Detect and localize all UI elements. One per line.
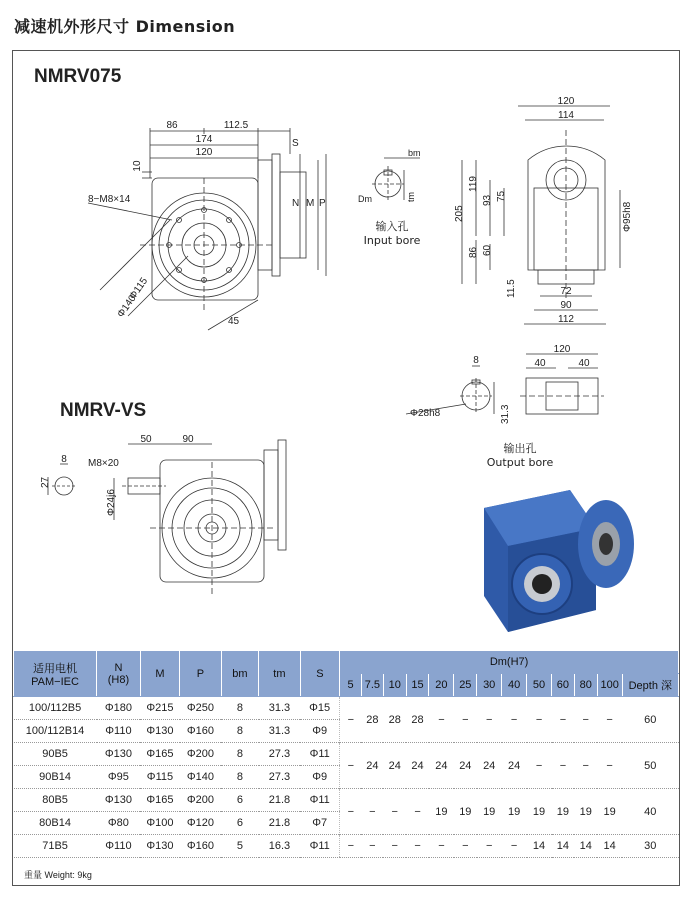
cell-dm-value: 24: [429, 743, 454, 789]
dim-label: Dm: [358, 194, 372, 204]
cell-motor: 100/112B5: [14, 697, 97, 720]
col-dm-size: 25: [454, 674, 477, 697]
cell-n: Φ95: [97, 766, 141, 789]
dim-label: 112: [558, 314, 574, 325]
cell-bm: 8: [221, 720, 258, 743]
cell-dm-value: −: [361, 835, 383, 858]
cell-n: Φ110: [97, 720, 141, 743]
weight-note: 重量 Weight: 9kg: [24, 870, 92, 880]
cell-dm-value: −: [340, 743, 362, 789]
cell-dm-value: 24: [477, 743, 502, 789]
dim-label: Φ115: [127, 275, 151, 302]
cell-depth: 60: [622, 697, 678, 743]
col-dm-size: 20: [429, 674, 454, 697]
cell-tm: 27.3: [259, 766, 301, 789]
dim-label: 120: [553, 344, 571, 355]
cell-m: Φ165: [140, 743, 179, 766]
cell-dm-value: −: [597, 743, 622, 789]
cell-motor: 100/112B14: [14, 720, 97, 743]
cell-tm: 31.3: [259, 697, 301, 720]
cell-motor: 90B5: [14, 743, 97, 766]
dim-label: 86: [468, 246, 479, 258]
cell-s: Φ15: [300, 697, 339, 720]
front-view-drawing: [88, 128, 326, 330]
dim-label: 27: [40, 476, 51, 488]
col-dm-size: Depth 深: [622, 674, 678, 697]
cell-dm-value: −: [454, 697, 477, 743]
cell-dm-value: 28: [383, 697, 406, 743]
col-motor: 适用电机 PAM−IEC: [14, 651, 97, 697]
dim-label: 31.3: [500, 404, 511, 424]
page-title: 减速机外形尺寸 Dimension: [14, 17, 236, 36]
cell-dm-value: 19: [477, 789, 502, 835]
cell-m: Φ115: [140, 766, 179, 789]
dim-label: 174: [195, 134, 213, 145]
dim-label: bm: [408, 148, 421, 158]
col-dm-size: 60: [552, 674, 575, 697]
cell-dm-value: −: [340, 835, 362, 858]
cell-p: Φ140: [180, 766, 222, 789]
dimension-table: [13, 650, 679, 858]
cell-dm-value: −: [574, 743, 597, 789]
cell-dm-value: 19: [574, 789, 597, 835]
cell-dm-value: −: [429, 835, 454, 858]
cell-n: Φ80: [97, 812, 141, 835]
cell-dm-value: −: [527, 743, 552, 789]
cell-dm-value: 19: [597, 789, 622, 835]
cell-depth: 30: [622, 835, 678, 858]
cell-motor: 80B14: [14, 812, 97, 835]
cell-bm: 8: [221, 766, 258, 789]
cell-depth: 40: [622, 789, 678, 835]
cell-dm-value: −: [383, 789, 406, 835]
cell-s: Φ9: [300, 720, 339, 743]
cell-p: Φ200: [180, 789, 222, 812]
side-view-labels: [454, 96, 633, 325]
dim-label: N: [292, 198, 300, 209]
cell-dm-value: −: [340, 789, 362, 835]
dim-label: 93: [482, 194, 493, 206]
cell-dm-value: 14: [597, 835, 622, 858]
dim-label: Φ95h8: [622, 201, 633, 232]
dim-label: Φ24j6: [106, 489, 117, 516]
cell-p: Φ160: [180, 835, 222, 858]
cell-dm-value: −: [383, 835, 406, 858]
cell-dm-value: 14: [552, 835, 575, 858]
table-row: [14, 743, 679, 766]
dim-label: 50: [140, 434, 152, 445]
cell-n: Φ130: [97, 743, 141, 766]
cell-dm-value: −: [477, 697, 502, 743]
cell-dm-value: −: [429, 697, 454, 743]
cell-p: Φ120: [180, 812, 222, 835]
cell-motor: 80B5: [14, 789, 97, 812]
col-s: S: [300, 651, 339, 697]
col-dm-size: 15: [406, 674, 429, 697]
dim-label: 119: [468, 176, 479, 192]
dim-label: 8: [61, 454, 67, 465]
col-dm-size: 5: [340, 674, 362, 697]
cell-bm: 8: [221, 697, 258, 720]
col-dm-size: 10: [383, 674, 406, 697]
cell-dm-value: 24: [383, 743, 406, 789]
table-row: [14, 835, 679, 858]
cell-m: Φ130: [140, 835, 179, 858]
cell-dm-value: 24: [502, 743, 527, 789]
gearbox-photo: [478, 486, 638, 636]
col-dm-size: 7.5: [361, 674, 383, 697]
cell-dm-value: −: [574, 697, 597, 743]
cell-dm-value: −: [477, 835, 502, 858]
dim-label: M: [306, 198, 315, 209]
cell-dm-value: 19: [454, 789, 477, 835]
cell-m: Φ130: [140, 720, 179, 743]
cell-dm-value: 19: [527, 789, 552, 835]
cell-dm-value: 24: [361, 743, 383, 789]
cell-dm-value: −: [502, 697, 527, 743]
cell-dm-value: 28: [361, 697, 383, 743]
model-title-nmrv-vs: NMRV-VS: [60, 400, 147, 421]
cell-dm-value: 19: [429, 789, 454, 835]
dim-label: 120: [195, 147, 213, 158]
cell-p: Φ250: [180, 697, 222, 720]
table-row: [14, 697, 679, 720]
table-row: [14, 789, 679, 812]
output-bore-caption: 输出孔 Output bore: [486, 442, 554, 469]
col-p: P: [180, 651, 222, 697]
vs-view-drawing: [48, 440, 286, 594]
cell-dm-value: −: [406, 835, 429, 858]
input-bore-caption: 输入孔 Input bore: [363, 220, 421, 247]
cell-bm: 5: [221, 835, 258, 858]
dim-label: 72: [560, 286, 572, 297]
col-dm-size: 100: [597, 674, 622, 697]
col-tm: tm: [259, 651, 301, 697]
cell-s: Φ11: [300, 835, 339, 858]
cell-depth: 50: [622, 743, 678, 789]
cell-dm-value: −: [527, 697, 552, 743]
dim-label: tm: [406, 192, 416, 202]
cell-dm-value: −: [597, 697, 622, 743]
dim-label: 40: [534, 358, 546, 369]
col-dm-size: 40: [502, 674, 527, 697]
cell-dm-value: −: [406, 789, 429, 835]
cell-m: Φ165: [140, 789, 179, 812]
dim-label: 120: [557, 96, 575, 107]
cell-tm: 16.3: [259, 835, 301, 858]
dim-label: 112.5: [223, 120, 249, 131]
cell-bm: 6: [221, 812, 258, 835]
col-bm: bm: [221, 651, 258, 697]
cell-dm-value: −: [552, 743, 575, 789]
dim-label: 8−M8×14: [88, 194, 131, 205]
cell-p: Φ200: [180, 743, 222, 766]
cell-s: Φ11: [300, 743, 339, 766]
cell-dm-value: 14: [527, 835, 552, 858]
cell-dm-value: 24: [454, 743, 477, 789]
cell-p: Φ160: [180, 720, 222, 743]
cell-dm-value: −: [502, 835, 527, 858]
dim-label: 8: [473, 355, 479, 366]
cell-m: Φ215: [140, 697, 179, 720]
col-dm: Dm(H7): [340, 651, 679, 674]
dim-label: 86: [166, 120, 178, 131]
dim-label: 11.5: [506, 279, 517, 298]
dim-label: S: [292, 138, 299, 149]
cell-m: Φ100: [140, 812, 179, 835]
cell-n: Φ130: [97, 789, 141, 812]
cell-s: Φ7: [300, 812, 339, 835]
cell-motor: 90B14: [14, 766, 97, 789]
dim-label: P: [319, 198, 326, 209]
cell-s: Φ11: [300, 789, 339, 812]
cell-s: Φ9: [300, 766, 339, 789]
dim-label: 114: [558, 110, 574, 121]
side-view-drawing: [462, 106, 620, 324]
cell-dm-value: 24: [406, 743, 429, 789]
dim-label: 45: [228, 316, 240, 327]
col-n: N (H8): [97, 651, 141, 697]
cell-dm-value: −: [340, 697, 362, 743]
col-dm-size: 30: [477, 674, 502, 697]
col-dm-size: 80: [574, 674, 597, 697]
cell-dm-value: −: [552, 697, 575, 743]
model-title-nmrv075: NMRV075: [34, 66, 122, 87]
cell-dm-value: 19: [552, 789, 575, 835]
cell-dm-value: 28: [406, 697, 429, 743]
col-m: M: [140, 651, 179, 697]
cell-dm-value: −: [361, 789, 383, 835]
cell-motor: 71B5: [14, 835, 97, 858]
cell-bm: 8: [221, 743, 258, 766]
dim-label: 40: [578, 358, 590, 369]
dim-label: 90: [182, 434, 194, 445]
cell-dm-value: 14: [574, 835, 597, 858]
vs-view-labels: [40, 434, 194, 516]
dim-label: 10: [132, 160, 143, 172]
dim-label: 90: [560, 300, 572, 311]
cell-bm: 6: [221, 789, 258, 812]
cell-n: Φ110: [97, 835, 141, 858]
cell-tm: 21.8: [259, 812, 301, 835]
dim-label: 60: [482, 244, 493, 256]
cell-tm: 21.8: [259, 789, 301, 812]
dim-label: Φ28h8: [410, 408, 441, 419]
input-bore-labels: [358, 148, 421, 204]
cell-tm: 31.3: [259, 720, 301, 743]
dim-label: 205: [454, 205, 465, 222]
cell-dm-value: 19: [502, 789, 527, 835]
cell-dm-value: −: [454, 835, 477, 858]
dim-label: 75: [496, 190, 507, 202]
dim-label: Φ140: [115, 293, 139, 320]
dim-label: M8×20: [88, 458, 119, 469]
cell-n: Φ180: [97, 697, 141, 720]
output-bore-labels: [410, 344, 590, 424]
cell-tm: 27.3: [259, 743, 301, 766]
col-dm-size: 50: [527, 674, 552, 697]
